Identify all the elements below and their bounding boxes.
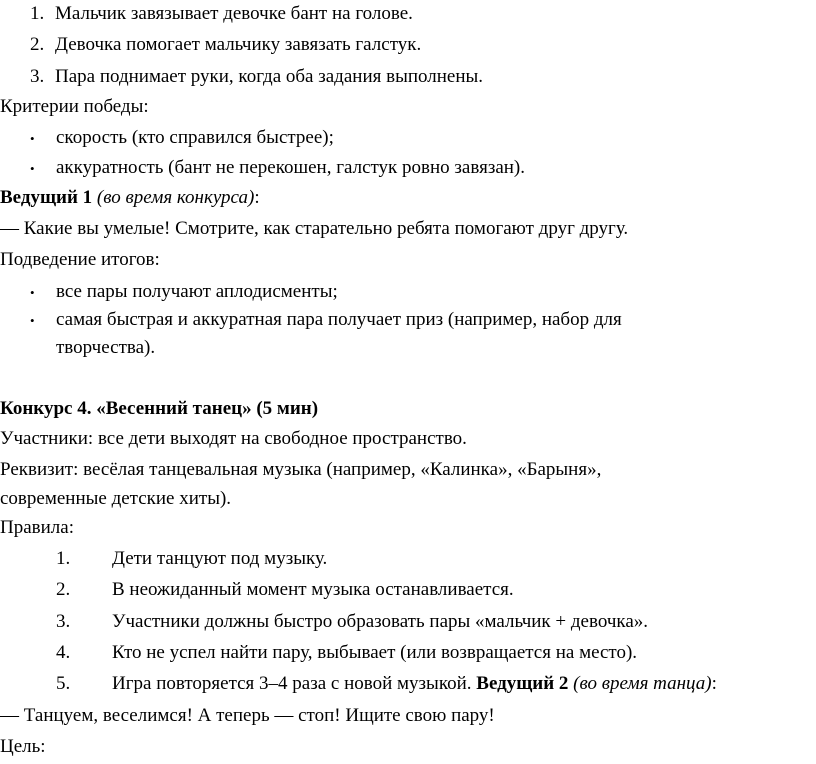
list-text: В неожиданный момент музыка останавливается. [112,579,514,600]
host-note: (во время конкурса) [96,187,255,208]
criteria-heading: Критерии победы: [0,96,149,117]
list-number: 3. [30,66,45,87]
participants-text: Участники: все дети выходят на свободное пространство. [0,428,467,449]
list-number: 1. [56,548,71,569]
host-speech: — Какие вы умелые! Смотрите, как старательно ребята помогают друг другу. [0,218,629,239]
host-colon: : [711,673,717,694]
host-name: Ведущий 2 [476,673,569,694]
host-speech: — Танцуем, веселимся! А теперь — стоп! Ищите свою пару! [0,705,495,726]
list-item [56,611,648,633]
bullet-icon: • [30,131,35,146]
rules-heading: Правила: [0,517,74,538]
list-number: 4. [56,642,71,663]
list-text: Дети танцуют под музыку. [112,548,328,569]
list-text: Девочка помогает мальчику завязать галстук. [55,34,422,55]
bullet-text-continued: творчества). [56,337,156,358]
list-number: 2. [56,579,71,600]
list-number: 2. [30,34,45,55]
list-item [56,673,717,695]
list-text: Кто не успел найти пару, выбывает (или возвращается на место). [112,642,638,663]
host-colon: : [254,187,260,208]
bullet-icon: • [30,313,35,328]
goal-heading: Цель: [0,736,46,757]
list-item [56,642,637,664]
section-title: Конкурс 4. «Весенний танец» (5 мин) [0,398,319,419]
props-text: Реквизит: весёлая танцевальная музыка (например, «Калинка», «Барыня», [0,459,602,480]
bullet-icon: • [30,161,35,176]
host-note: (во время танца) [573,673,712,694]
list-item [56,579,514,601]
bullet-text: аккуратность (бант не перекошен, галстук ровно завязан). [56,157,526,178]
props-text-continued: современные детские хиты). [0,488,232,509]
list-text: Пара поднимает руки, когда оба задания выполнены. [55,66,484,87]
list-number: 5. [56,673,71,694]
list-text: Игра повторяется 3–4 раза с новой музыкой. [112,673,472,694]
list-item [30,3,413,25]
list-item [30,66,483,88]
list-item [30,34,421,56]
summary-heading: Подведение итогов: [0,249,160,270]
bullet-icon: • [30,285,35,300]
list-item [56,548,327,570]
list-number: 1. [30,3,45,24]
list-text: Мальчик завязывает девочке бант на голове. [55,3,413,24]
bullet-text: скорость (кто справился быстрее); [56,127,334,148]
host-name: Ведущий 1 [0,187,93,208]
bullet-text: самая быстрая и аккуратная пара получает приз (например, набор для [56,309,622,330]
list-number: 3. [56,611,71,632]
host-line [0,187,260,209]
bullet-text: все пары получают аплодисменты; [56,281,338,302]
list-text: Участники должны быстро образовать пары «мальчик + девочка». [112,611,649,632]
